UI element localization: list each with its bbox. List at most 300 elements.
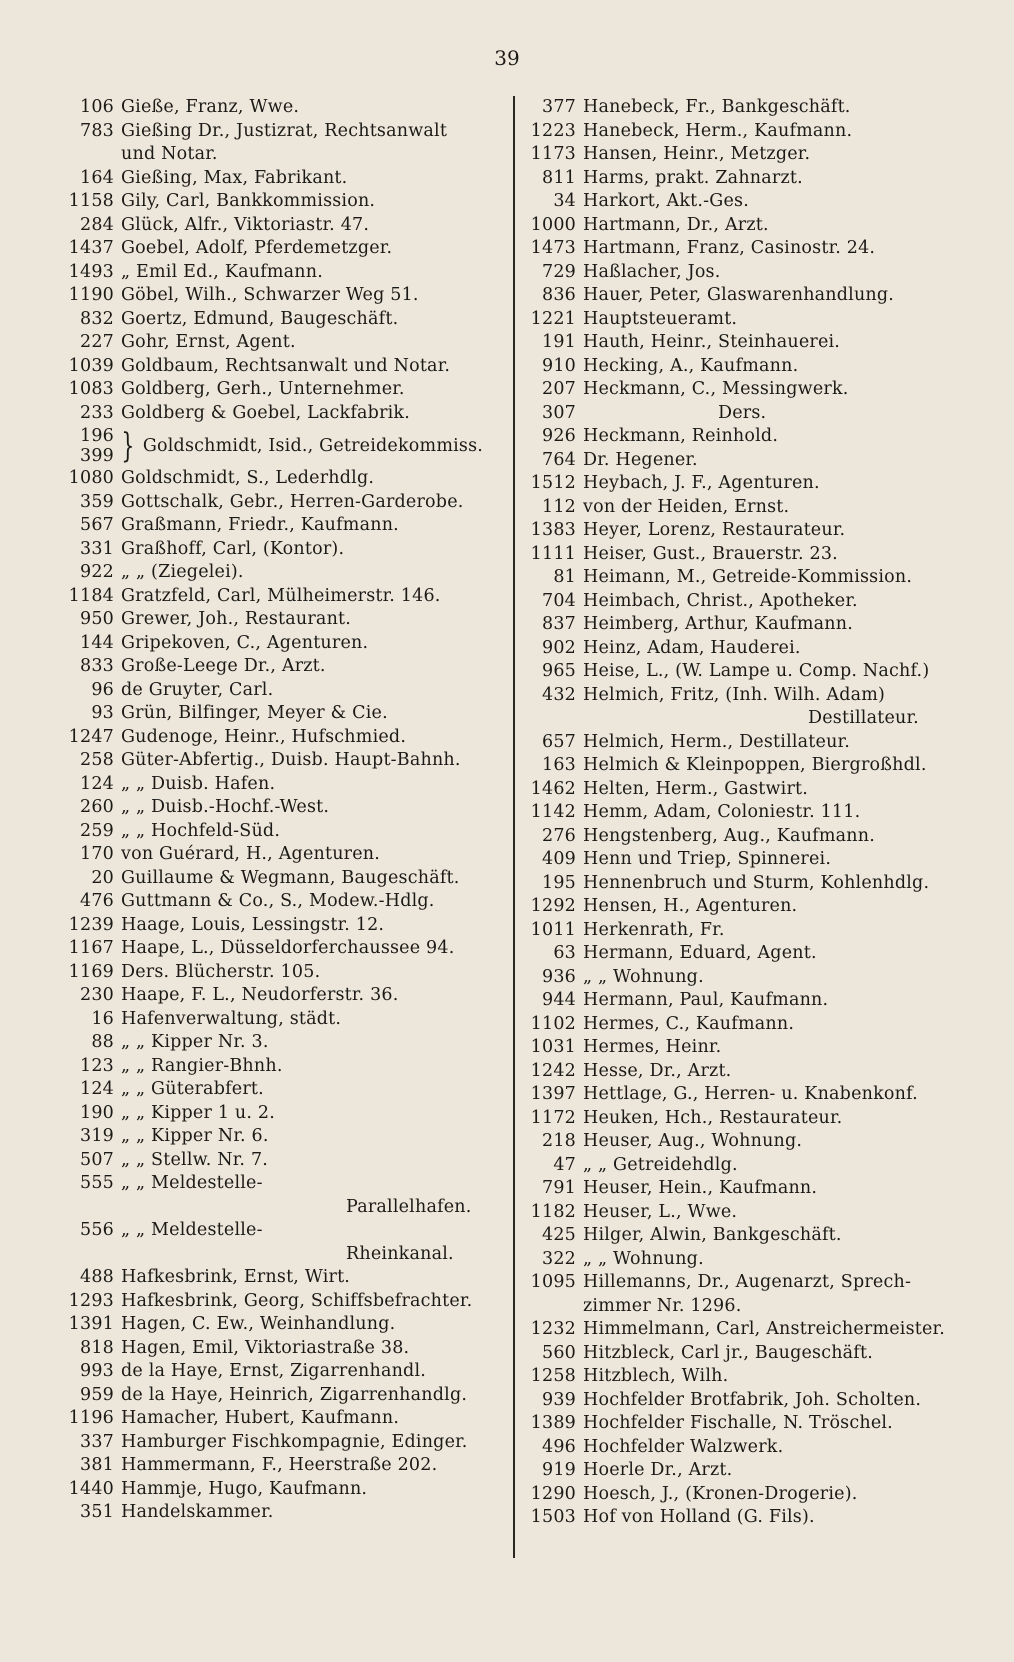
entry-name [121, 820, 508, 844]
entry-line: Hochfelder Walzwerk. [583, 1436, 784, 1457]
directory-entry [62, 1407, 508, 1431]
directory-entry [62, 1360, 508, 1384]
directory-entry [524, 989, 994, 1013]
entry-line: Hettlage, G., Herren- u. Knabenkonf. [583, 1084, 918, 1104]
entry-line: Heybach, J. F., Agenturen. [583, 473, 820, 493]
phone-number: 1173 [530, 144, 576, 164]
directory-entry [524, 919, 994, 943]
entry-name [583, 1060, 994, 1084]
entry-name [121, 726, 508, 750]
entry-name [583, 895, 994, 919]
phone-number: 1221 [530, 308, 576, 329]
directory-entry [62, 284, 508, 308]
entry-line: Hermes, Heinr. [583, 1037, 722, 1057]
entry-line: Gily, Carl, Bankkommission. [121, 191, 376, 211]
entry-line: Glück, Alfr., Viktoriastr. 47. [121, 214, 370, 235]
entry-line: Ders. Blücherstr. 105. [121, 961, 321, 982]
entry-line: Haßlacher, Jos. [583, 261, 721, 282]
phone-number: 230 [79, 985, 114, 1005]
directory-entry [62, 632, 508, 656]
directory-entry [524, 1154, 994, 1178]
entry-line: Hamacher, Hubert, Kaufmann. [121, 1408, 400, 1428]
phone-number: 96 [91, 679, 114, 700]
phone-number: 1512 [530, 473, 576, 493]
entry-name [121, 167, 508, 191]
phone-number: 910 [541, 355, 576, 376]
phone-number: 783 [79, 120, 114, 141]
directory-entry [62, 749, 508, 773]
phone-number: 191 [541, 332, 576, 352]
entry-line: „ „ Meldestelle- [121, 1220, 263, 1240]
entry-line: Hauer, Peter, Glaswarenhandlung. [583, 285, 895, 305]
entry-line: Hamburger Fischkompagnie, Edinger. [121, 1431, 468, 1452]
entry-name [121, 378, 508, 402]
entry-name [121, 561, 508, 585]
directory-entry [524, 237, 994, 261]
phone-number: 20 [91, 867, 114, 888]
entry-name [121, 402, 508, 426]
directory-entry [524, 214, 994, 238]
directory-entry [524, 167, 994, 191]
phone-number: 1397 [530, 1084, 576, 1104]
directory-entry [62, 190, 508, 214]
entry-line: Hanebeck, Herm., Kaufmann. [583, 120, 853, 141]
directory-entry [524, 872, 994, 896]
entry-name [583, 848, 994, 872]
entry-name [121, 796, 508, 820]
entry-line: Heimbach, Christ., Apotheker. [583, 590, 858, 611]
entry-line: Hensen, H., Agenturen. [583, 896, 798, 916]
entry-line: Hochfelder Brotfabrik, Joh. Scholten. [583, 1389, 922, 1410]
entry-line: Helten, Herm., Gastwirt. [583, 778, 809, 799]
entry-name [121, 1031, 508, 1055]
directory-entry [62, 1219, 508, 1266]
entry-name [121, 1266, 508, 1290]
entry-name [121, 773, 508, 797]
phone-number: 1158 [68, 191, 114, 211]
entry-line: Göbel, Wilh., Schwarzer Weg 51. [121, 285, 419, 305]
phone-number: 337 [79, 1431, 114, 1452]
directory-entry [62, 726, 508, 750]
directory-entry [524, 731, 994, 755]
directory-entry [62, 491, 508, 515]
entry-name [583, 872, 994, 896]
directory-entry [524, 1248, 994, 1272]
entry-name [121, 308, 508, 332]
entry-name [583, 1389, 994, 1413]
directory-entry [524, 1107, 994, 1131]
entry-line: de la Haye, Ernst, Zigarrenhandl. [121, 1361, 427, 1381]
directory-entry [524, 1060, 994, 1084]
entry-line: de la Haye, Heinrich, Zigarrenhandlg. [121, 1384, 468, 1405]
phone-number: 432 [541, 684, 576, 705]
entry-line: „ „ Güterabfert. [121, 1079, 264, 1099]
entry-line: Hitzblech, Wilh. [583, 1366, 729, 1386]
phone-number: 144 [79, 632, 114, 653]
directory-entry [524, 284, 994, 308]
phone-number: 555 [79, 1173, 114, 1193]
entry-name [121, 1055, 508, 1079]
directory-entry [524, 1224, 994, 1248]
phone-number: 919 [541, 1460, 576, 1480]
directory-entry [62, 773, 508, 797]
phone-number: 307 [541, 402, 576, 423]
directory-entry [62, 937, 508, 961]
phone-number: 16 [91, 1008, 114, 1029]
entry-name [583, 754, 994, 778]
entry-name [583, 1248, 994, 1272]
entry-name [121, 1337, 508, 1361]
entry-line: Hartmann, Dr., Arzt. [583, 214, 769, 235]
directory-entry [524, 966, 994, 990]
directory-entry [524, 566, 994, 590]
phone-number: 1142 [530, 802, 576, 822]
phone-number: 507 [79, 1149, 114, 1170]
entry-line: Hilger, Alwin, Bankgeschäft. [583, 1225, 842, 1245]
phone-number: 93 [91, 703, 114, 723]
entry-line: Helmich, Fritz, (Inh. Wilh. Adam) [583, 684, 886, 705]
phone-number: 1184 [68, 585, 114, 606]
directory-entry [524, 378, 994, 402]
entry-line: Graßhoff, Carl, (Kontor). [121, 538, 345, 559]
entry-name [583, 284, 994, 308]
entry-name [583, 919, 994, 943]
directory-entry [524, 1083, 994, 1107]
entry-name [583, 190, 994, 214]
directory-entry [62, 1149, 508, 1173]
phone-number: 1383 [530, 520, 576, 540]
entry-line: Hauptsteueramt. [583, 308, 738, 329]
phone-number: 1172 [530, 1107, 576, 1128]
entry-name [583, 1459, 994, 1483]
directory-entry [62, 961, 508, 985]
entry-line: Heimberg, Arthur, Kaufmann. [583, 614, 853, 634]
phone-number: 63 [553, 943, 576, 963]
entry-name [121, 984, 508, 1008]
directory-entry [524, 848, 994, 872]
directory-entry [524, 1483, 994, 1507]
entry-name [583, 731, 994, 755]
phone-number-group [62, 426, 121, 466]
phone-number: 1391 [68, 1314, 114, 1334]
entry-name [121, 1360, 508, 1384]
phone-number: 556 [79, 1220, 114, 1240]
directory-entry [62, 96, 508, 120]
entry-name [583, 543, 994, 567]
phone-number: 488 [79, 1267, 114, 1287]
entry-line: Gießing Dr., Justizrat, Rechtsanwalt [121, 120, 448, 141]
phone-number: 1242 [530, 1060, 576, 1081]
entry-line: „ „ Rangier-Bhnh. [121, 1055, 283, 1076]
entry-name [583, 331, 994, 355]
phone-number: 496 [541, 1436, 576, 1457]
phone-number: 218 [541, 1131, 576, 1151]
entry-name [583, 402, 994, 426]
entry-line: Grün, Bilfinger, Meyer & Cie. [121, 703, 388, 723]
phone-number: 657 [541, 731, 576, 752]
phone-number: 425 [541, 1225, 576, 1245]
phone-number: 476 [79, 891, 114, 911]
entry-line: Hammje, Hugo, Kaufmann. [121, 1478, 368, 1499]
entry-name [583, 1342, 994, 1366]
directory-entry [62, 655, 508, 679]
phone-number: 163 [541, 755, 576, 775]
entry-name [121, 1431, 508, 1455]
phone-number: 1000 [530, 214, 576, 235]
phone-number: 1223 [530, 120, 576, 141]
right-column [524, 96, 994, 1530]
entry-name [121, 538, 508, 562]
directory-entry [524, 1013, 994, 1037]
entry-name [121, 937, 508, 961]
entry-line: Heuser, Aug., Wohnung. [583, 1131, 803, 1151]
directory-entry [62, 1078, 508, 1102]
phone-number: 359 [79, 491, 114, 512]
entry-name [583, 120, 994, 144]
directory-entry [524, 1318, 994, 1342]
entry-line: Hafenverwaltung, städt. [121, 1008, 342, 1029]
directory-entry [62, 702, 508, 726]
entry-name [583, 496, 994, 520]
entry-line: Heinz, Adam, Hauderei. [583, 637, 801, 658]
entry-name [583, 778, 994, 802]
phone-number: 399 [79, 446, 114, 466]
directory-entry [524, 449, 994, 473]
phone-number: 1011 [530, 919, 576, 940]
phone-number: 1437 [68, 238, 114, 258]
entry-name [121, 1454, 508, 1478]
entry-line: „ „ Kipper Nr. 3. [121, 1032, 269, 1052]
phone-number: 195 [541, 872, 576, 893]
entry-name [121, 1384, 508, 1408]
phone-number: 322 [541, 1248, 576, 1269]
entry-name [121, 120, 508, 167]
entry-line: Goertz, Edmund, Baugeschäft. [121, 308, 399, 329]
phone-number: 1389 [530, 1413, 576, 1433]
directory-entry [62, 538, 508, 562]
phone-number: 1083 [68, 379, 114, 399]
entry-name [583, 966, 994, 990]
entry-line: Dr. Hegener. [583, 449, 698, 470]
entry-line: Hermann, Paul, Kaufmann. [583, 990, 829, 1010]
directory-entry [524, 331, 994, 355]
entry-name [583, 1271, 994, 1318]
entry-line: Haape, F. L., Neudorferstr. 36. [121, 985, 399, 1005]
directory-entry [62, 1031, 508, 1055]
phone-number: 1031 [530, 1037, 576, 1057]
entry-name [583, 261, 994, 285]
entry-line: Heckmann, Reinhold. [583, 426, 779, 446]
directory-entry [62, 261, 508, 285]
directory-entry [62, 1313, 508, 1337]
entry-name [583, 1107, 994, 1131]
entry-line: Harms, prakt. Zahnarzt. [583, 167, 803, 188]
directory-entry [524, 1365, 994, 1389]
directory-entry [524, 825, 994, 849]
phone-number: 1247 [68, 726, 114, 747]
entry-name [121, 890, 508, 914]
directory-entry [62, 1431, 508, 1455]
entry-name [583, 613, 994, 637]
directory-entry [524, 590, 994, 614]
directory-entry [524, 120, 994, 144]
phone-number: 965 [541, 661, 576, 681]
entry-continuation: zimmer Nr. 1296. [583, 1295, 742, 1316]
entry-line: Hof von Holland (G. Fils). [583, 1507, 815, 1527]
phone-number: 207 [541, 379, 576, 399]
entry-line: Heuken, Hch., Restaurateur. [583, 1107, 843, 1128]
entry-name [583, 167, 994, 191]
directory-entry [524, 684, 994, 731]
entry-line: Goldbaum, Rechtsanwalt und Notar. [121, 355, 451, 376]
entry-line: „ „ Kipper Nr. 6. [121, 1126, 269, 1146]
entry-line: Hermes, C., Kaufmann. [583, 1013, 795, 1034]
entry-line: Haape, L., Düsseldorferchaussee 94. [121, 938, 455, 958]
phone-number: 1169 [68, 961, 114, 982]
entry-line: Große-Leege Dr., Arzt. [121, 656, 326, 676]
directory-entry [62, 984, 508, 1008]
entry-name [121, 608, 508, 632]
entry-line: Gohr, Ernst, Agent. [121, 332, 296, 352]
entry-line: Harkort, Akt.-Ges. [583, 191, 749, 211]
entry-name [121, 1478, 508, 1502]
brace-glyph: } [121, 426, 135, 466]
entry-name [121, 190, 508, 214]
entry-line: Gottschalk, Gebr., Herren-Garderobe. [121, 491, 464, 512]
entry-name: Goldschmidt, Isid., Getreidekommiss. [142, 436, 484, 456]
entry-line: Hauth, Heinr., Steinhauerei. [583, 332, 841, 352]
phone-number: 88 [91, 1032, 114, 1052]
phone-number: 1080 [68, 468, 114, 488]
entry-line: Handelskammer. [121, 1502, 274, 1522]
entry-line: „ „ Wohnung. [583, 1248, 704, 1269]
directory-entry [62, 237, 508, 261]
entry-line: Guillaume & Wegmann, Baugeschäft. [121, 867, 460, 888]
phone-number: 939 [541, 1389, 576, 1410]
phone-number: 1190 [68, 285, 114, 305]
entry-line: Goebel, Adolf, Pferdemetzger. [121, 238, 393, 258]
entry-name [121, 1149, 508, 1173]
phone-number: 34 [553, 191, 576, 211]
entry-name [121, 355, 508, 379]
phone-number: 791 [541, 1178, 576, 1198]
phone-number: 1503 [530, 1507, 576, 1527]
entry-line: Hansen, Heinr., Metzger. [583, 144, 811, 164]
phone-number: 1493 [68, 261, 114, 282]
directory-entry [62, 1454, 508, 1478]
phone-number: 836 [541, 285, 576, 305]
directory-entry [62, 167, 508, 191]
entry-name [121, 491, 508, 515]
phone-number: 409 [541, 849, 576, 869]
entry-line: Heise, L., (W. Lampe u. Comp. Nachf.) [583, 661, 930, 681]
entry-name [583, 1154, 994, 1178]
directory-entry [62, 867, 508, 891]
entry-name [583, 637, 994, 661]
entry-name [121, 655, 508, 679]
phone-number: 1039 [68, 355, 114, 376]
phone-number: 351 [79, 1502, 114, 1522]
directory-entry [524, 261, 994, 285]
entry-name [583, 1506, 994, 1530]
directory-entry [524, 425, 994, 449]
entry-line: Hemm, Adam, Coloniestr. 111. [583, 802, 861, 822]
entry-name [583, 214, 994, 238]
directory-entry [62, 1266, 508, 1290]
directory-entry [62, 1478, 508, 1502]
entry-name [121, 1313, 508, 1337]
phone-number: 837 [541, 614, 576, 634]
phone-number: 164 [79, 167, 114, 188]
phone-number: 106 [79, 97, 114, 117]
directory-entry [524, 190, 994, 214]
entry-name [121, 96, 508, 120]
entry-line: de Gruyter, Carl. [121, 679, 274, 700]
directory-entry [62, 331, 508, 355]
phone-number: 902 [541, 637, 576, 658]
entry-name [583, 1036, 994, 1060]
directory-entry [524, 519, 994, 543]
entry-name [583, 1013, 994, 1037]
entry-line: „ „ (Ziegelei). [121, 562, 244, 582]
entry-name [583, 355, 994, 379]
phone-number: 319 [79, 1126, 114, 1146]
phone-number: 993 [79, 1361, 114, 1381]
entry-line: „ „ Getreidehdlg. [583, 1154, 738, 1175]
entry-name [583, 1318, 994, 1342]
entry-line: Heuser, Hein., Kaufmann. [583, 1178, 818, 1198]
phone-number: 170 [79, 844, 114, 864]
directory-entry [62, 214, 508, 238]
phone-number: 331 [79, 538, 114, 559]
left-column [62, 96, 508, 1525]
phone-number: 381 [79, 1455, 114, 1475]
directory-entry [62, 1172, 508, 1219]
entry-name [583, 801, 994, 825]
entry-name [121, 961, 508, 985]
phone-number: 81 [553, 567, 576, 587]
phone-number: 926 [541, 426, 576, 446]
entry-name [121, 1501, 508, 1525]
phone-number: 233 [79, 402, 114, 423]
entry-line: Hammermann, F., Heerstraße 202. [121, 1455, 438, 1475]
phone-number: 196 [79, 426, 114, 446]
phone-number: 959 [79, 1384, 114, 1405]
directory-entry [62, 426, 508, 466]
entry-line: „ „ Wohnung. [583, 966, 704, 987]
directory-entry [524, 1177, 994, 1201]
entry-name [121, 632, 508, 656]
entry-name [121, 867, 508, 891]
phone-number: 944 [541, 990, 576, 1010]
entry-line: Helmich & Kleinpoppen, Biergroßhdl. [583, 755, 927, 775]
directory-entry [62, 1290, 508, 1314]
directory-entry [524, 496, 994, 520]
entry-line: Heckmann, C., Messingwerk. [583, 379, 849, 399]
entry-name [121, 1125, 508, 1149]
entry-line: Gudenoge, Heinr., Hufschmied. [121, 726, 407, 747]
entry-line: „ Emil Ed., Kaufmann. [121, 261, 324, 282]
entry-name [583, 472, 994, 496]
directory-entry [62, 1501, 508, 1525]
phone-number: 377 [541, 97, 576, 117]
phone-number: 124 [79, 773, 114, 794]
phone-number: 123 [79, 1055, 114, 1076]
entry-line: Gripekoven, C., Agenturen. [121, 632, 369, 653]
entry-name [583, 1083, 994, 1107]
entry-line: Gratzfeld, Carl, Mülheimerstr. 146. [121, 585, 441, 606]
entry-name [583, 143, 994, 167]
